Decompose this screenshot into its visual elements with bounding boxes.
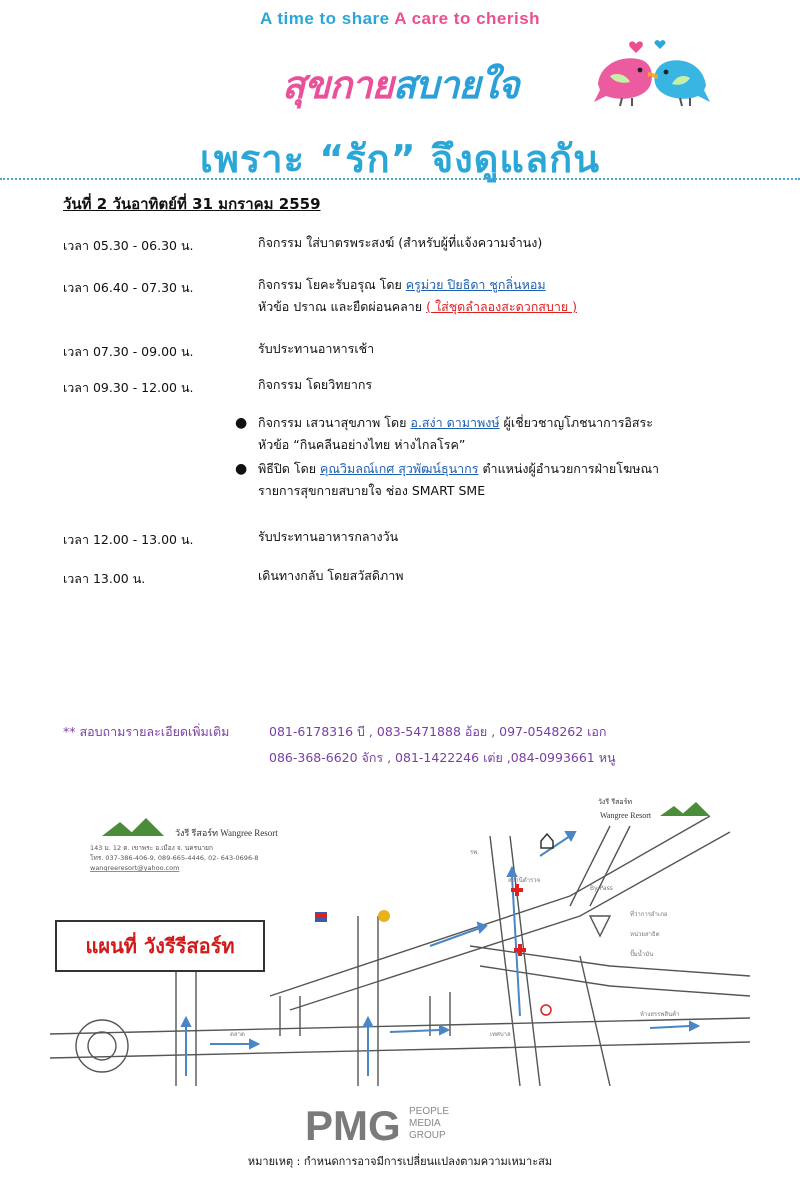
desc-text: กิจกรรม โยคะรับอรุณ โดย <box>258 277 406 292</box>
resort-name: วังรี รีสอร์ท Wangree Resort <box>175 828 278 838</box>
schedule-time: เวลา 09.30 - 12.00 น. <box>63 380 194 395</box>
resort-email: wangreeresort@yahoo.com <box>90 864 180 872</box>
schedule-time: เวลา 13.00 น. <box>63 571 146 586</box>
svg-text:ห้างสรรพสินค้า: ห้างสรรพสินค้า <box>640 1011 680 1018</box>
schedule-time: เวลา 07.30 - 09.00 น. <box>63 344 194 359</box>
desc-text: หัวข้อ ปราณ และยืดผ่อนคลาย <box>258 299 427 314</box>
schedule-desc: รับประทานอาหารกลางวัน <box>258 529 399 544</box>
footnote: หมายเหตุ : กำหนดการอาจมีการเปลี่ยนแปลงตามความเหมาะสม <box>247 1155 553 1168</box>
brand-title <box>282 54 519 115</box>
list-item <box>235 412 765 456</box>
contact-phones-1: 081-6178316 บี , 083-5471888 อ้อย , 097-0548262 เอก <box>269 724 607 739</box>
schedule-desc: กิจกรรม ใส่บาตรพระสงฆ์ (สำหรับผู้ที่แจ้งความจำนง) <box>258 235 543 250</box>
tagline-part1: A time to share <box>259 9 390 28</box>
day-title: วันที่ 2 วันอาทิตย์ที่ 31 มกราคม 2559 <box>63 195 321 213</box>
schedule-desc <box>258 274 778 318</box>
bullet-text: กิจกรรม เสวนาสุขภาพ โดย <box>258 415 411 430</box>
tagline-part2: A care to cherish <box>394 9 541 28</box>
logo-mark: PMG <box>305 1102 401 1148</box>
instructor-link[interactable]: ครูม่วย ปิยธิดา ชูกลิ่นหอม <box>405 277 546 292</box>
schedule-time: เวลา 05.30 - 06.30 น. <box>63 238 194 253</box>
contact-phones-2: 086-368-6620 จักร , 081-1422246 เต่ย ,084-0993661 หนู <box>269 750 616 765</box>
logo-line3: GROUP <box>409 1130 446 1141</box>
svg-text:ที่ว่าการอำเภอ: ที่ว่าการอำเภอ <box>630 911 668 918</box>
resort-phone: โทร. 037-386-406-9, 089-665-4446, 02- 643-0696-8 <box>90 854 259 862</box>
bullet-text: ผู้เชี่ยวชาญโภชนาการอิสระ <box>499 415 653 430</box>
svg-text:หน่วยสาธิต: หน่วยสาธิต <box>630 931 660 938</box>
schedule-time: เวลา 06.40 - 07.30 น. <box>63 280 194 295</box>
bullet-text: พิธีปิด โดย <box>258 461 321 476</box>
speaker-link[interactable]: คุณวิมลณ์เกศ สุวพัฒน์ธุนากร <box>320 461 479 476</box>
svg-text:เทศบาล: เทศบาล <box>490 1031 511 1038</box>
schedule-desc: กิจกรรม โดยวิทยากร <box>258 377 373 392</box>
logo-line1: PEOPLE <box>409 1106 450 1117</box>
svg-text:ตลาด: ตลาด <box>230 1031 245 1038</box>
schedule-time: เวลา 12.00 - 13.00 น. <box>63 532 194 547</box>
list-item <box>235 458 765 502</box>
headline: เพราะ “รัก” จึงดูแลกัน <box>199 137 601 181</box>
resort-address: 143 ม. 12 ต. เขาพระ อ.เมือง จ. นครนายก <box>90 844 213 852</box>
speaker-link[interactable]: อ.สง่า ดามาพงษ์ <box>410 415 500 430</box>
brand-part2: สบายใจ <box>392 63 519 107</box>
svg-text:สถานีตำรวจ: สถานีตำรวจ <box>508 877 541 884</box>
bullet-text: ตำแหน่งผู้อำนวยการฝ่ายโฆษณา <box>478 461 660 476</box>
speaker-list <box>235 412 765 502</box>
brand-part1: สุขกาย <box>282 63 393 107</box>
svg-text:ปั๊มน้ำมัน: ปั๊มน้ำมัน <box>630 951 654 958</box>
divider <box>0 178 800 180</box>
resort-name-th-top: วังรี รีสอร์ท <box>598 798 632 806</box>
resort-name-en-top: Wangree Resort <box>600 811 652 820</box>
schedule-desc: รับประทานอาหารเช้า <box>258 341 375 356</box>
dress-note: ( ใส่ชุดลำลองสะดวกสบาย ) <box>426 299 578 314</box>
tagline <box>0 9 800 29</box>
pmg-logo-icon <box>305 1100 485 1148</box>
birds-logo-icon <box>592 36 712 108</box>
schedule-desc: เดินทางกลับ โดยสวัสดิภาพ <box>258 568 404 583</box>
contact-label: ** สอบถามรายละเอียดเพิ่มเติม <box>63 724 230 739</box>
bullet-icon: ● <box>235 461 248 477</box>
bullet-icon: ● <box>235 415 248 431</box>
svg-text:By Pass: By Pass <box>590 885 613 892</box>
svg-text:รพ.: รพ. <box>470 849 480 856</box>
map-title: แผนที่ วังรีรีสอร์ท <box>55 920 265 972</box>
logo-line2: MEDIA <box>409 1118 441 1129</box>
bullet-line2: หัวข้อ “กินคลีนอย่างไทย ห่างไกลโรค” <box>258 437 466 452</box>
bullet-line2: รายการสุขกายสบายใจ ช่อง SMART SME <box>258 483 486 498</box>
